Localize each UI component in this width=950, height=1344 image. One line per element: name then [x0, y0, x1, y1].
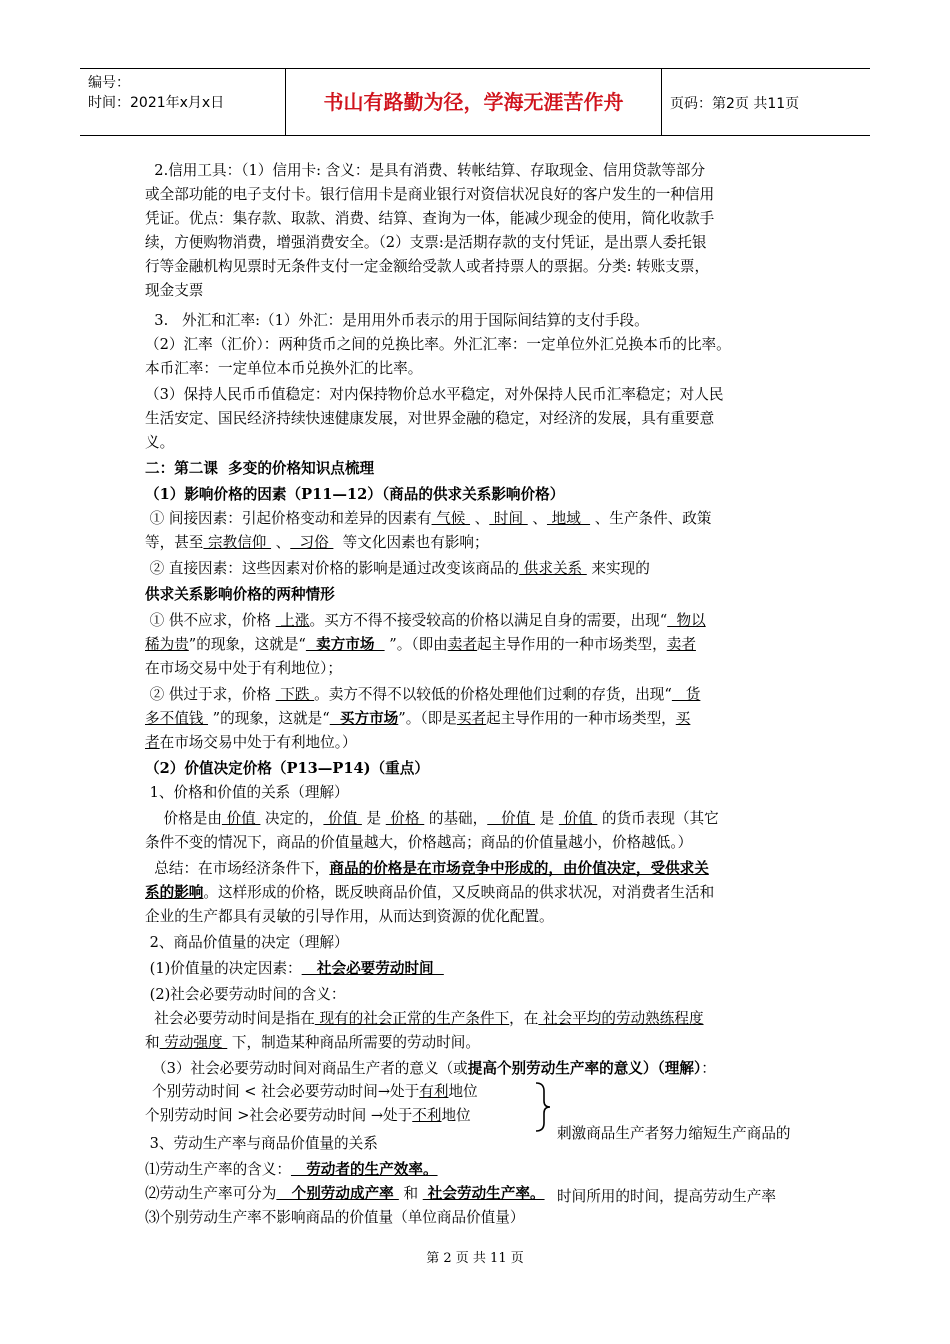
text-line: [145, 1032, 480, 1054]
underlined-answer: 习俗: [290, 534, 334, 551]
motto: 书山有路勤为径，学海无涯苦作舟: [285, 69, 662, 135]
text-segment: 价格是由: [145, 810, 222, 827]
side-note-line: 时间所用的时间，提高劳动生产率: [557, 1188, 776, 1205]
text-segment: 。这样形成的价格，既反映商品价值，又反映商品的供求状况，对消费者生活和: [203, 884, 715, 901]
text-segment: 的基础，: [424, 810, 488, 827]
text-segment: 是: [535, 810, 559, 827]
text-line: [145, 256, 709, 278]
underlined-answer: 价值: [487, 810, 535, 827]
side-note-line: 刺激商品生产者努力缩短生产商品的: [557, 1125, 791, 1142]
text-line: [145, 208, 714, 230]
text-segment: 2.信用工具：（1）信用卡: 含义：是具有消费、转帐结算、存取现金、信用贷款等部分: [145, 162, 706, 179]
text-segment: （2）汇率（汇价）：两种货币之间的兑换比率。外汇汇率：一定单位外汇兑换本币的比率。: [145, 336, 731, 353]
text-line: [145, 384, 723, 406]
text-segment: 起主导作用的一种市场类型，: [476, 636, 667, 653]
text-line: [145, 882, 714, 904]
underlined-answer: 货: [671, 686, 701, 703]
text-segment: 。买方不得不接受较高的价格以满足自身的需要，出现“: [309, 612, 668, 629]
text-segment: ② 供过于求，价格: [145, 686, 276, 703]
text-segment: 生活安定、国民经济持续快速健康发展，对世界金融的稳定，对经济的发展，具有重要意: [145, 410, 715, 427]
text-segment: 在市场交易中处于有利地位）；: [145, 660, 343, 677]
text-line: [152, 1058, 716, 1080]
text-segment: 地位: [448, 1083, 478, 1100]
text-line: [145, 484, 564, 506]
text-line: [145, 232, 706, 254]
text-segment: ② 直接因素：这些因素对价格的影响是通过改变该商品的: [145, 560, 520, 577]
underlined-answer: 卖者: [447, 636, 477, 653]
text-segment: 个别劳动时间 >社会必要劳动时间 →处于: [145, 1107, 413, 1124]
text-segment: 、: [470, 510, 490, 527]
text-segment: 行等金融机构见票时无条件支付一定金额给受款人或者持票人的票据。分类: 转账支票，: [145, 258, 710, 275]
text-segment: (1)价值量的决定因素：: [145, 960, 302, 977]
bold-text: 提高个别劳动生产率的意义）（理解）: [467, 1060, 702, 1077]
underlined-answer: 供求关系: [519, 560, 587, 577]
text-line: [145, 532, 489, 554]
text-line: [145, 160, 705, 182]
text-line: [145, 558, 650, 580]
text-segment: 、: [271, 534, 291, 551]
underlined-answer: 社会必要劳动时间: [301, 960, 444, 977]
text-line: [145, 1207, 524, 1229]
underlined-answer: 劳动者的生产效率。: [290, 1161, 438, 1178]
text-segment: 下，制造某种商品所需要的劳动时间。: [227, 1034, 480, 1051]
text-segment: 和: [145, 1034, 160, 1051]
text-segment: ”。（即由: [384, 636, 448, 653]
text-segment: ⑵劳动生产率可分为: [145, 1185, 277, 1202]
text-line: [145, 408, 714, 430]
text-line: [145, 184, 714, 206]
underlined-answer: 价格: [385, 810, 425, 827]
underlined-answer: 买者: [456, 710, 487, 727]
underlined-answer: 上涨: [275, 612, 310, 629]
text-segment: ⑴劳动生产率的含义：: [145, 1161, 291, 1178]
text-line: [145, 782, 349, 804]
text-segment: 来实现的: [586, 560, 650, 577]
text-segment: 等，甚至: [145, 534, 204, 551]
text-segment: 在市场交易中处于有利地位。）: [159, 734, 357, 751]
underlined-answer: 价值: [558, 810, 598, 827]
text-segment: 个别劳动时间 < 社会必要劳动时间→处于: [152, 1083, 420, 1100]
text-line: [145, 334, 731, 356]
underlined-answer: 社会平均的劳动熟练程度: [538, 1010, 704, 1027]
text-segment: ⑶个别劳动生产率不影响商品的价值量（单位商品价值量）: [145, 1209, 525, 1226]
underlined-answer: 气候: [431, 510, 471, 527]
underlined-answer: 地域: [546, 510, 591, 527]
text-segment: 3. 外汇和汇率:（1）外汇：是用用外币表示的用于国际间结算的支付手段。: [145, 312, 649, 329]
text-segment: 地位: [441, 1107, 471, 1124]
date-label: 时间：2021年x月x日: [88, 95, 225, 111]
underlined-answer: 稀为贵: [145, 636, 189, 653]
text-segment: 3、劳动生产率与商品价值量的关系: [145, 1135, 378, 1152]
underlined-answer: 下跌: [275, 686, 315, 703]
underlined-answer: 价值: [221, 810, 261, 827]
text-line: [145, 832, 692, 854]
text-segment: 起主导作用的一种市场类型，: [486, 710, 676, 727]
text-segment: 1、价格和价值的关系（理解）: [145, 784, 349, 801]
underlined-answer: 卖方市场: [305, 636, 385, 653]
text-segment: ”。（即是: [398, 710, 457, 727]
text-segment: 社会必要劳动时间是指在: [145, 1010, 315, 1027]
text-line: [145, 1159, 438, 1181]
bold-text: （1）影响价格的因素（P11—12）（商品的供求关系影响价格）: [145, 486, 565, 503]
number-label: 编号：: [88, 75, 130, 91]
text-segment: ”的现象，这就是“: [188, 636, 306, 653]
text-line: [145, 1183, 545, 1205]
page-footer: 第 2 页 共 11 页: [426, 1251, 524, 1266]
text-line: [145, 432, 174, 454]
bold-text: 二：第二课 多变的价格知识点梳理: [145, 460, 375, 477]
underlined-answer: 个别劳动成产率: [276, 1185, 399, 1202]
text-segment: 或全部功能的电子支付卡。银行信用卡是商业银行对资信状况良好的客户发生的一种信用: [145, 186, 715, 203]
text-segment: 、生产条件、政策: [590, 510, 712, 527]
underlined-answer: 者: [145, 734, 160, 751]
text-segment: 是: [361, 810, 386, 827]
text-line: [145, 984, 345, 1006]
text-line: [145, 358, 422, 380]
text-line: [145, 508, 711, 530]
text-line: [145, 858, 709, 880]
text-line: [145, 610, 706, 632]
brace-icon: [534, 1081, 552, 1133]
text-line: [145, 1133, 378, 1155]
underlined-answer: 买方市场: [329, 710, 399, 727]
underlined-answer: 有利: [419, 1083, 449, 1100]
text-segment: 条件不变的情况下，商品的价值量越大，价格越高；商品的价值量越小，价格越低。）: [145, 834, 693, 851]
underlined-answer: 系的影响: [145, 884, 204, 901]
underlined-answer: 劳动强度: [159, 1034, 228, 1051]
text-line: [145, 808, 719, 830]
text-segment: 2、商品价值量的决定（理解）: [145, 934, 349, 951]
text-segment: 、: [527, 510, 547, 527]
text-line: [145, 310, 649, 332]
text-segment: ① 间接因素：引起价格变动和差异的因素有: [145, 510, 432, 527]
text-line: [145, 1008, 704, 1030]
underlined-answer: 商品的价格是在市场竞争中形成的，由价值决定，受供求关: [329, 860, 709, 877]
text-segment: 现金支票: [145, 282, 204, 299]
header-meta: [88, 73, 224, 113]
text-segment: 和: [398, 1185, 423, 1202]
text-segment: 决定的，: [260, 810, 324, 827]
underlined-answer: 不利: [412, 1107, 442, 1124]
page-info: 页码：第2页 共11页: [670, 96, 800, 112]
text-segment: 续，方便购物消费，增强消费安全。（2）支票:是活期存款的支付凭证，是出票人委托银: [145, 234, 707, 251]
text-line: [152, 1081, 478, 1103]
text-segment: 凭证。优点：集存款、取款、消费、结算、查询为一体，能减少现金的使用，简化收款手: [145, 210, 715, 227]
text-line: [145, 932, 349, 954]
text-segment: ：: [701, 1060, 716, 1077]
text-line: [145, 634, 696, 656]
text-segment: 义。: [145, 434, 175, 451]
text-segment: 的货币表现（其它: [597, 810, 719, 827]
text-segment: 。卖方不得不以较低的价格处理他们过剩的存货，出现“: [314, 686, 672, 703]
text-line: [145, 658, 342, 680]
bold-text: 供求关系影响价格的两种情形: [145, 586, 335, 603]
text-segment: 总结：在市场经济条件下，: [145, 860, 330, 877]
underlined-answer: 时间: [489, 510, 528, 527]
text-line: [145, 584, 335, 606]
text-line: [145, 708, 690, 730]
text-segment: （3）保持人民币币值稳定：对内保持物价总水平稳定，对外保持人民币汇率稳定；对人民: [145, 386, 724, 403]
text-line: [145, 684, 700, 706]
bold-text: （2）价值决定价格（P13—P14)（重点）: [145, 760, 429, 777]
underlined-answer: 现有的社会正常的生产条件下: [314, 1010, 510, 1027]
underlined-answer: 物以: [667, 612, 706, 629]
text-segment: 本币汇率：一定单位本币兑换外汇的比率。: [145, 360, 423, 377]
text-segment: 企业的生产都具有灵敏的引导作用，从而达到资源的优化配置。: [145, 908, 554, 925]
underlined-answer: 卖者: [666, 636, 696, 653]
text-line: [145, 458, 374, 480]
underlined-answer: 社会劳动生产率。: [422, 1185, 545, 1202]
text-line: [145, 758, 429, 780]
text-segment: (2)社会必要劳动时间的含义：: [145, 986, 346, 1003]
text-segment: ”的现象，这就是“: [208, 710, 330, 727]
text-line: [145, 280, 203, 302]
text-segment: 等文化因素也有影响；: [333, 534, 489, 551]
text-segment: ① 供不应求，价格: [145, 612, 276, 629]
text-segment: （3）社会必要劳动时间对商品生产者的意义（或: [152, 1060, 468, 1077]
text-segment: ，在: [509, 1010, 539, 1027]
page-header: [80, 68, 870, 136]
underlined-answer: 多不值钱: [145, 710, 209, 727]
text-line: [145, 1105, 471, 1127]
text-line: [145, 958, 444, 980]
side-note: [557, 1081, 791, 1228]
text-line: [145, 732, 357, 754]
underlined-answer: 价值: [323, 810, 362, 827]
underlined-answer: 宗教信仰: [203, 534, 272, 551]
text-line: [145, 906, 554, 928]
underlined-answer: 买: [675, 710, 691, 727]
